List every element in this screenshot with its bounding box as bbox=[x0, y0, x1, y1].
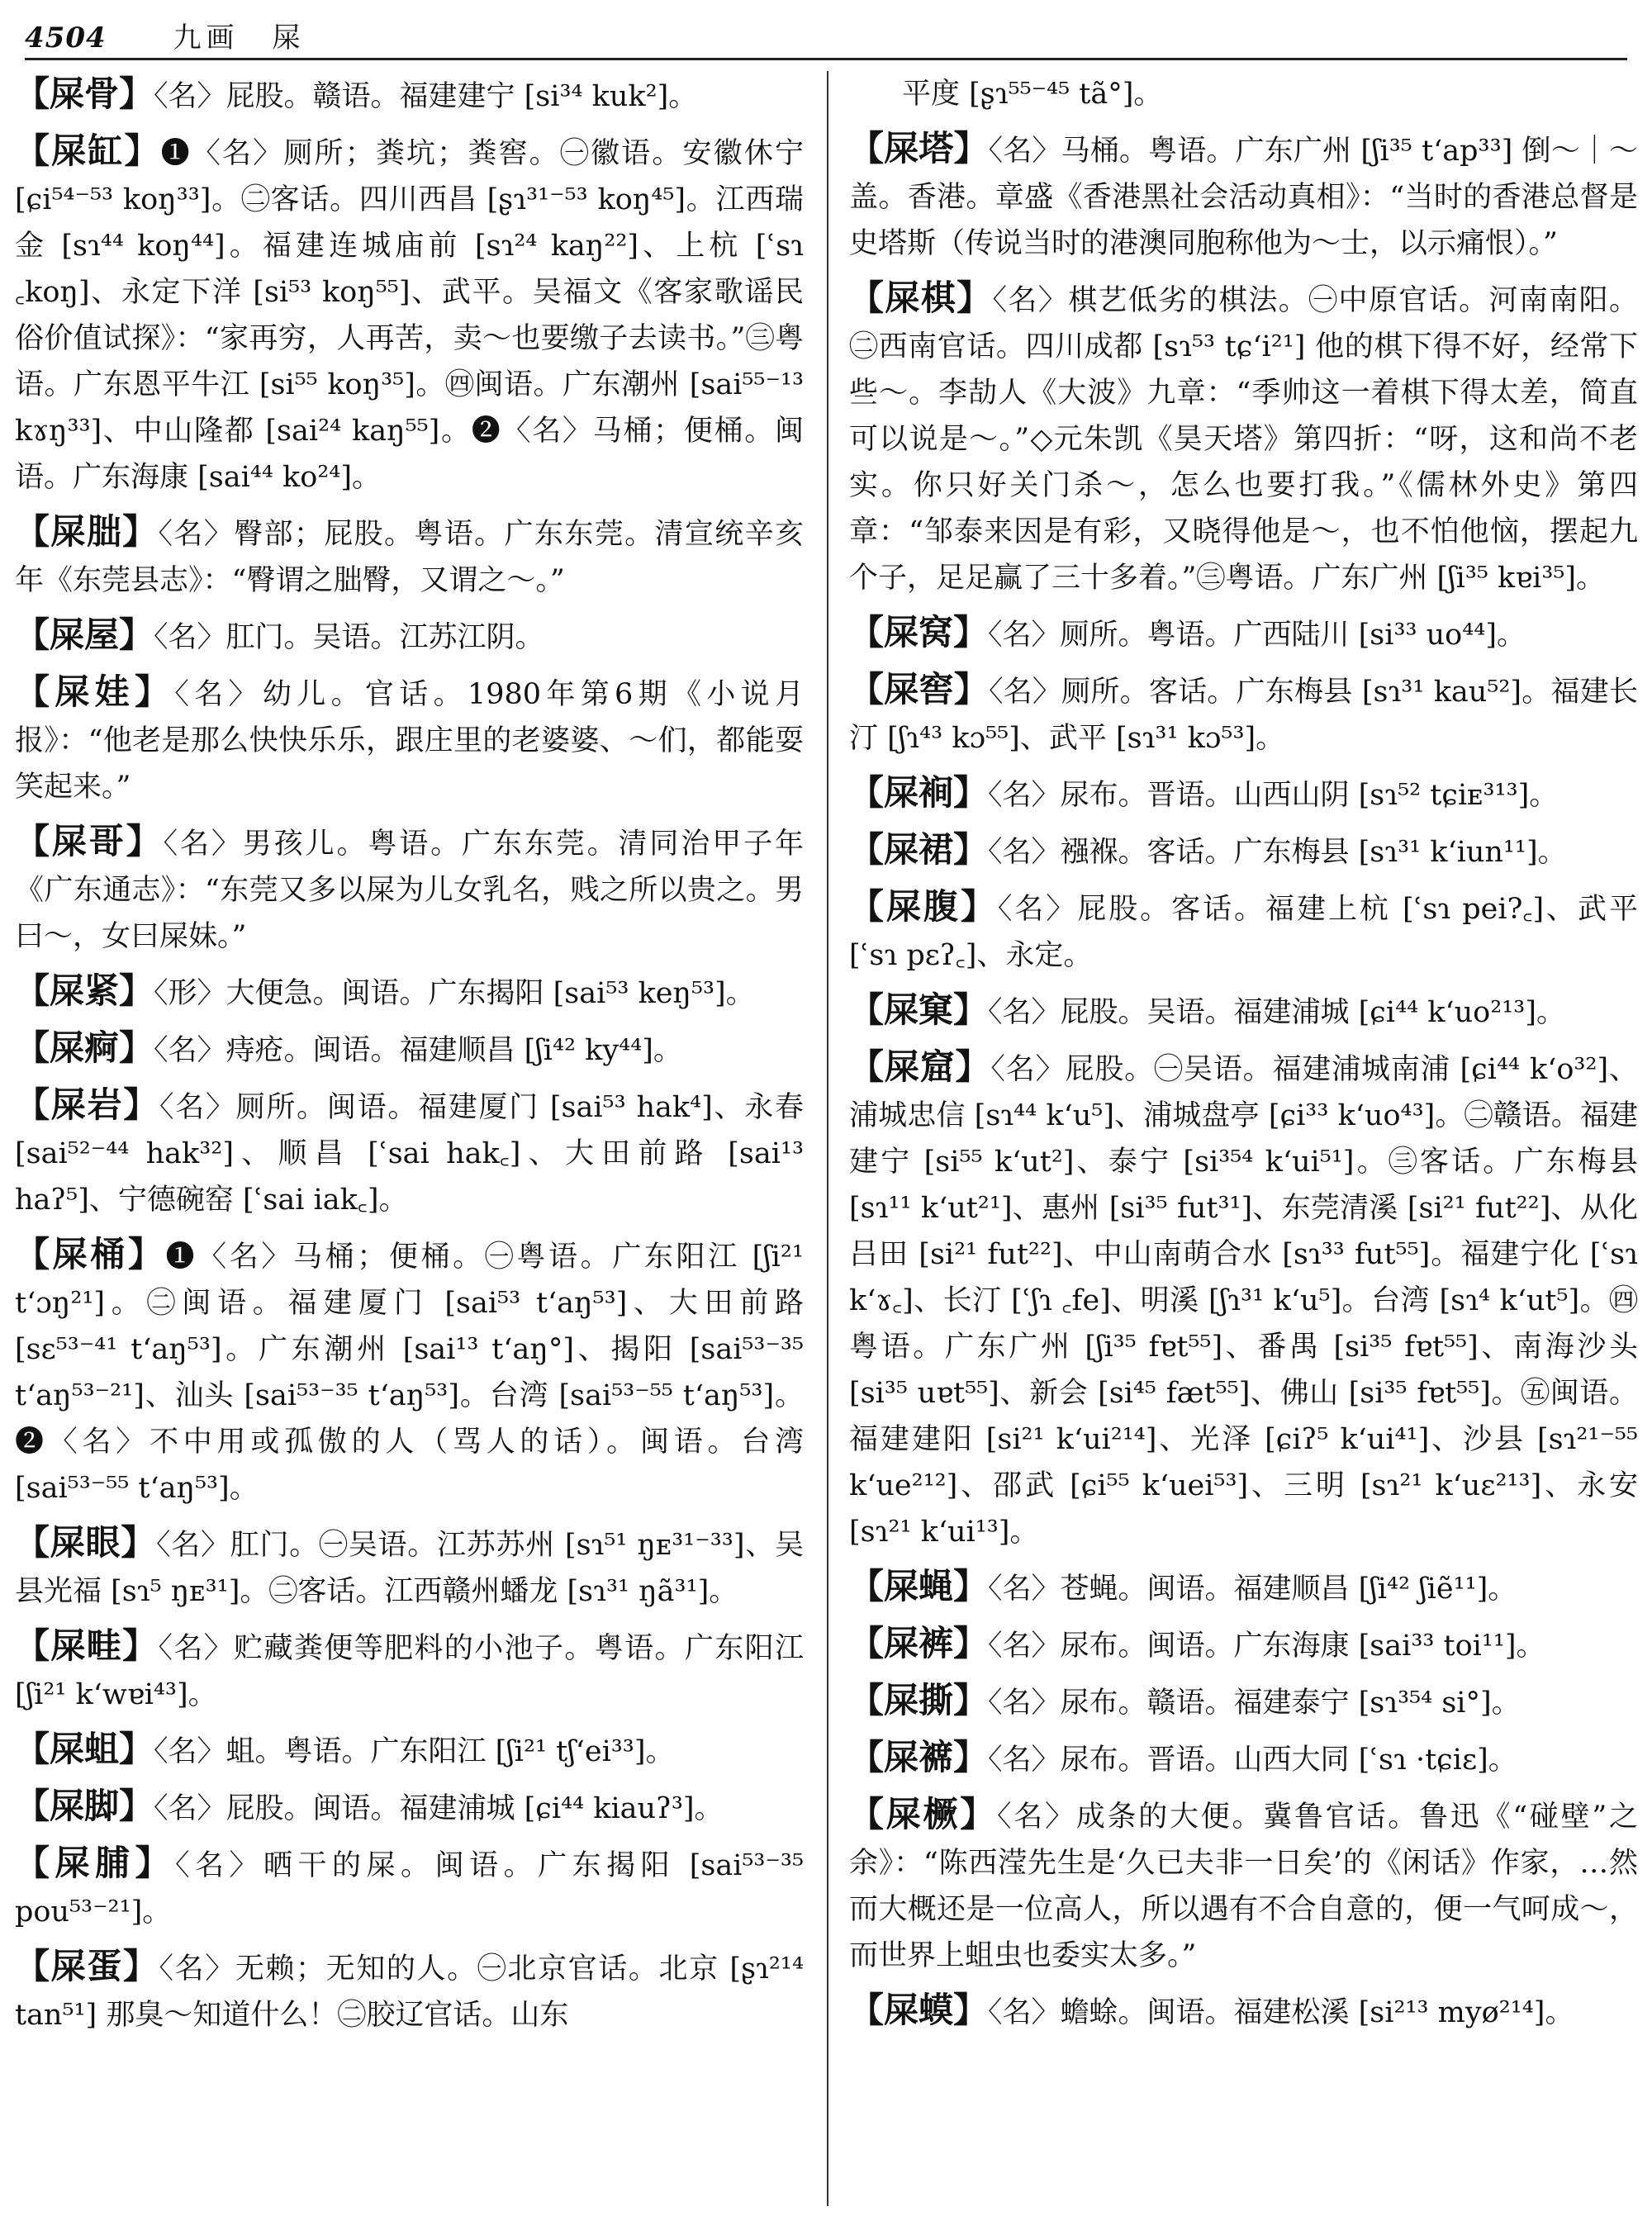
dictionary-entry bbox=[15, 612, 804, 661]
entry-headword: 【屎痾】 bbox=[15, 1027, 154, 1068]
dictionary-entry bbox=[849, 610, 1638, 658]
entry-definition: 〈名〉尿布。晋语。山西大同 [ʿsɿ ·tɕiɛ]。 bbox=[988, 1744, 1517, 1777]
entry-definition: 〈名〉肛门。㊀吴语。江苏苏州 [sɿ⁵¹ ŋᴇ³¹⁻³³]、吴县光福 [sɿ⁵ ŋᴇ³¹]。㊁客话。江西赣州蟠龙 [sɿ³¹ ŋã³¹]。 bbox=[15, 1529, 804, 1608]
entry-headword: 【屎窝】 bbox=[849, 612, 989, 652]
dictionary-entry bbox=[15, 1082, 804, 1223]
entry-headword: 【屎朏】 bbox=[15, 511, 159, 552]
entry-headword: 【屎窟】 bbox=[849, 1046, 991, 1087]
entry-headword: 【屎蟆】 bbox=[849, 1990, 989, 2030]
entry-headword: 【屎紧】 bbox=[15, 970, 154, 1011]
running-head bbox=[25, 18, 1627, 60]
entry-headword: 【屎脚】 bbox=[15, 1786, 154, 1826]
entry-headword: 【屎窖】 bbox=[849, 669, 989, 709]
dictionary-entry bbox=[849, 71, 1638, 117]
entry-definition: 〈名〉厕所。粤语。广西陆川 [si³³ uo⁴⁴]。 bbox=[988, 619, 1526, 652]
entry-definition: 〈名〉苍蝇。闽语。福建顺昌 [ʃi⁴² ʃiẽ¹¹]。 bbox=[988, 1573, 1517, 1606]
entry-definition: 〈名〉屁股。㊀吴语。福建浦城南浦 [ɕi⁴⁴ kʻo³²]、浦城忠信 [sɿ⁴⁴ kʻu⁵]、浦城盘亭 [ɕi³³ kʻuo⁴³]。㊁赣语。福建建宁 [si⁵⁵ kʻut²]、泰宁 [si³⁵⁴ kʻui⁵¹]。㊂客话。广东梅县 [sɿ¹¹ kʻut²¹]、惠州 [si³⁵ fut³¹]、东莞清溪 [si²¹ fut²²]、从化吕田 [si²¹ fut²²]、中山南萌合水 [sɿ³³ fut⁵⁵]。福建宁化 [ʿsɿ kʻɤ꜀]、长汀 [ʿʃɿ ꜀fe]、明溪 [ʃɿ³¹ kʻu⁵]。台湾 [sɿ⁴ kʻut⁵]。㊃粤语。广东广州 [ʃi³⁵ fɐt⁵⁵]、番禺 [si³⁵ fɐt⁵⁵]、南海沙头 [si³⁵ uɐt⁵⁵]、新会 [si⁴⁵ fæt⁵⁵]、佛山 [si³⁵ fɐt⁵⁵]。㊄闽语。福建建阳 [si²¹ kʻui²¹⁴]、光泽 [ɕiʔ⁵ kʻui⁴¹]、沙县 [sɿ²¹⁻⁵⁵ kʻue²¹²]、邵武 [ɕi⁵⁵ kʻuei⁵³]、三明 [sɿ²¹ kʻuɛ²¹³]、永安 [sɿ²¹ kʻui¹³]。 bbox=[849, 1053, 1638, 1549]
dictionary-entry bbox=[849, 275, 1638, 601]
entry-definition: ❶〈名〉马桶；便桶。㊀粤语。广东阳江 [ʃi²¹ tʻɔŋ²¹]。㊁闽语。福建厦门 [sai⁵³ tʻaŋ⁵³]、大田前路 [sɛ⁵³⁻⁴¹ tʻaŋ⁵³]。广东潮州 [sai¹³ tʻaŋ°]、揭阳 [sai⁵³⁻³⁵ tʻaŋ⁵³⁻²¹]、汕头 [sai⁵³⁻³⁵ tʻaŋ⁵³]。台湾 [sai⁵³⁻⁵⁵ tʻaŋ⁵³]。❷〈名〉不中用或孤傲的人（骂人的话）。闽语。台湾 [sai⁵³⁻⁵⁵ tʻaŋ⁵³]。 bbox=[15, 1241, 804, 1505]
dictionary-entry bbox=[849, 770, 1638, 818]
entry-headword: 【屎裥】 bbox=[849, 772, 989, 813]
dictionary-entry bbox=[849, 987, 1638, 1036]
entry-headword: 【屎眼】 bbox=[15, 1522, 157, 1563]
entry-definition: 〈名〉蟾蜍。闽语。福建松溪 [si²¹³ myø²¹⁴]。 bbox=[988, 1996, 1574, 2029]
entry-definition: 〈名〉尿布。晋语。山西山阴 [sɿ⁵² tɕiᴇ³¹³]。 bbox=[988, 779, 1559, 812]
dictionary-entry bbox=[15, 669, 804, 810]
entry-definition: 〈名〉屁股。吴语。福建浦城 [ɕi⁴⁴ kʻuo²¹³]。 bbox=[988, 996, 1565, 1029]
entry-headword: 【屎蝇】 bbox=[849, 1566, 989, 1606]
entry-definition: 〈名〉无赖；无知的人。㊀北京官话。北京 [ʂɿ²¹⁴ tan⁵¹] 那臭～知道什么！㊁胶辽官话。山东 bbox=[15, 1952, 804, 2032]
dictionary-entry bbox=[15, 1726, 804, 1775]
dictionary-entry bbox=[15, 1840, 804, 1935]
entry-definition: 〈形〉大便急。闽语。广东揭阳 [sai⁵³ keŋ⁵³]。 bbox=[154, 977, 755, 1010]
section-heading: 九画 屎 bbox=[173, 21, 306, 55]
dictionary-entry bbox=[15, 1783, 804, 1832]
page-number: 4504 bbox=[25, 21, 107, 55]
entry-definition: 〈名〉屁股。闽语。福建浦城 [ɕi⁴⁴ kiauʔ³]。 bbox=[154, 1792, 724, 1825]
entry-definition: 〈名〉痔疮。闽语。福建顺昌 [ʃi⁴² ky⁴⁴]。 bbox=[154, 1034, 682, 1067]
dictionary-entry bbox=[15, 818, 804, 960]
left-column bbox=[15, 71, 804, 2210]
entry-headword: 【屎蛋】 bbox=[15, 1946, 159, 1986]
entry-headword: 【屎畦】 bbox=[15, 1625, 159, 1666]
dictionary-entry bbox=[15, 509, 804, 604]
dictionary-entry bbox=[849, 1987, 1638, 2036]
entry-headword: 【屎窠】 bbox=[849, 989, 989, 1030]
entry-headword: 【屎褯】 bbox=[849, 1737, 989, 1777]
entry-definition: ❶〈名〉厕所；粪坑；粪窖。㊀徽语。安徽休宁 [ɕi⁵⁴⁻⁵³ koŋ³³]。㊁客话。四川西昌 [ʂɿ³¹⁻⁵³ koŋ⁴⁵]。江西瑞金 [sɿ⁴⁴ koŋ⁴⁴]。福建连城庙前 [sɿ²⁴ kaŋ²²]、上杭 [ʿsɿ ꜀koŋ]、永定下洋 [si⁵³ koŋ⁵⁵]、武平。吴福文《客家歌谣民俗价值试探》：“家再穷，人再苦，卖～也要缴子去读书。”㊂粤语。广东恩平牛江 [si⁵⁵ koŋ³⁵]。㊃闽语。广东潮州 [sai⁵⁵⁻¹³ kɤŋ³³]、中山隆都 [sai²⁴ kaŋ⁵⁵]。❷〈名〉马桶；便桶。闽语。广东海康 [sai⁴⁴ ko²⁴]。 bbox=[15, 137, 804, 494]
entry-definition: 〈名〉尿布。赣语。福建泰宁 [sɿ³⁵⁴ si°]。 bbox=[988, 1687, 1521, 1720]
dictionary-entry bbox=[849, 667, 1638, 762]
entry-headword: 【屎骨】 bbox=[15, 74, 154, 114]
dictionary-entry bbox=[15, 1025, 804, 1074]
entry-headword: 【屎撕】 bbox=[849, 1680, 989, 1720]
entry-headword: 【屎蛆】 bbox=[15, 1729, 154, 1769]
dictionary-entry bbox=[849, 126, 1638, 267]
dictionary-entry bbox=[15, 128, 804, 501]
entry-definition: 〈名〉蛆。粤语。广东阳江 [ʃi²¹ tʃʻei³³]。 bbox=[154, 1735, 675, 1768]
right-column bbox=[849, 71, 1638, 2210]
dictionary-entry bbox=[15, 1943, 804, 2038]
dictionary-entry bbox=[849, 1791, 1638, 1979]
dictionary-entry bbox=[15, 1623, 804, 1718]
entry-definition: 〈名〉贮藏粪便等肥料的小池子。粤语。广东阳江 [ʃi²¹ kʻwɐi⁴³]。 bbox=[15, 1632, 804, 1711]
entry-definition: 〈名〉尿布。闽语。广东海康 [sai³³ toi¹¹]。 bbox=[988, 1630, 1545, 1663]
entry-headword: 【屎岩】 bbox=[15, 1084, 159, 1125]
entry-definition: 〈名〉厕所。客话。广东梅县 [sɿ³¹ kau⁵²]。福建长汀 [ʃɿ⁴³ kɔ⁵⁵]、武平 [sɿ³¹ kɔ⁵³]。 bbox=[849, 676, 1638, 755]
dictionary-entry bbox=[849, 1677, 1638, 1726]
dictionary-entry bbox=[849, 1044, 1638, 1555]
entry-headword: 【屎橛】 bbox=[849, 1794, 997, 1834]
dictionary-entry bbox=[15, 71, 804, 120]
entry-headword: 【屎腹】 bbox=[849, 886, 998, 927]
entry-headword: 【屎裤】 bbox=[849, 1623, 989, 1663]
entry-definition: 〈名〉屁股。客话。福建上杭 [ʿsɿ pei?꜀]、武平 [ʿsɿ pɛʔ꜀]、永定。 bbox=[849, 893, 1638, 972]
entry-headword: 【屎桶】 bbox=[15, 1234, 166, 1274]
dictionary-entry bbox=[15, 968, 804, 1017]
entry-headword: 【屎屋】 bbox=[15, 614, 154, 655]
entry-headword: 【屎娃】 bbox=[15, 671, 175, 712]
entry-definition: 〈名〉屁股。赣语。福建建宁 [si³⁴ kuk²]。 bbox=[154, 80, 698, 113]
entry-headword: 【屎哥】 bbox=[15, 821, 164, 861]
dictionary-entry bbox=[849, 827, 1638, 875]
entry-headword: 【屎棋】 bbox=[849, 278, 993, 318]
entry-definition: 〈名〉襁褓。客话。广东梅县 [sɿ³¹ kʻiun¹¹]。 bbox=[988, 836, 1567, 869]
dictionary-entry bbox=[15, 1231, 804, 1511]
entry-definition: 〈名〉臀部；屁股。粤语。广东东莞。清宣统辛亥年《东莞县志》：“臀谓之朏臀，又谓之～。” bbox=[15, 518, 804, 597]
entry-definition: 〈名〉肛门。吴语。江苏江阴。 bbox=[154, 621, 544, 654]
entry-definition: 〈名〉厕所。闽语。福建厦门 [sai⁵³ hak⁴]、永春 [sai⁵²⁻⁴⁴ hak³²]、顺昌 [ʿsai hak꜀]、大田前路 [sai¹³ haʔ⁵]、宁德碗窑 [ʿsai iak꜀]。 bbox=[15, 1091, 804, 1217]
entry-definition: 〈名〉马桶。粤语。广东广州 [ʃi³⁵ tʻap³³] 倒～｜～盖。香港。章盛《香港黑社会活动真相》：“当时的香港总督是史塔斯（传说当时的港澳同胞称他为～士，以示痛恨）。” bbox=[849, 135, 1638, 260]
entry-definition: 〈名〉成条的大便。冀鲁官话。鲁迅《“碰壁”之余》：“陈西滢先生是‘久已夫非一日矣’的《闲话》作家，…然而大概还是一位高人，所以遇有不合自意的，便一气呵成～，而世界上蛆虫也委实太多。” bbox=[849, 1801, 1638, 1972]
dictionary-entry bbox=[849, 1734, 1638, 1783]
entry-headword: 【屎脯】 bbox=[15, 1843, 176, 1883]
column-rule bbox=[827, 71, 828, 2206]
dictionary-entry bbox=[849, 1563, 1638, 1612]
entry-definition: 〈名〉晒干的屎。闽语。广东揭阳 [sai⁵³⁻³⁵ pou⁵³⁻²¹]。 bbox=[15, 1849, 804, 1929]
entry-definition: 〈名〉幼儿。官话。1980年第6期《小说月报》：“他老是那么快快乐乐，跟庄里的老婆婆、～们，都能耍笑起来。” bbox=[15, 678, 804, 804]
entry-definition: 〈名〉男孩儿。粤语。广东东莞。清同治甲子年《广东通志》：“东莞又多以屎为儿女乳名，贱之所以贵之。男曰～，女曰屎妹。” bbox=[15, 828, 804, 953]
dictionary-entry bbox=[15, 1520, 804, 1615]
entry-definition: 〈名〉棋艺低劣的棋法。㊀中原官话。河南南阳。㊁西南官话。四川成都 [sɿ⁵³ tɕʻi²¹] 他的棋下得不好，经常下些～。李劼人《大波》九章：“季帅这一着棋下得太差，简直可以说是～。”◇元朱凯《昊天塔》第四折：“呀，这和尚不老实。你只好关门杀～，怎么也要打我。”《儒林外史》第四章：“邹泰来因是有彩，又晓得他是～，也不怕他恼，摆起九个子，足足赢了三十多着。”㊂粤语。广东广州 [ʃi³⁵ kɐi³⁵]。 bbox=[849, 284, 1638, 595]
entry-definition: 平度 [ʂɿ⁵⁵⁻⁴⁵ tã°]。 bbox=[902, 78, 1163, 111]
entry-headword: 【屎缸】 bbox=[15, 130, 161, 171]
dictionary-entry bbox=[849, 1620, 1638, 1669]
entry-headword: 【屎裙】 bbox=[849, 829, 989, 870]
dictionary-entry bbox=[849, 884, 1638, 979]
entry-headword: 【屎塔】 bbox=[849, 128, 989, 168]
